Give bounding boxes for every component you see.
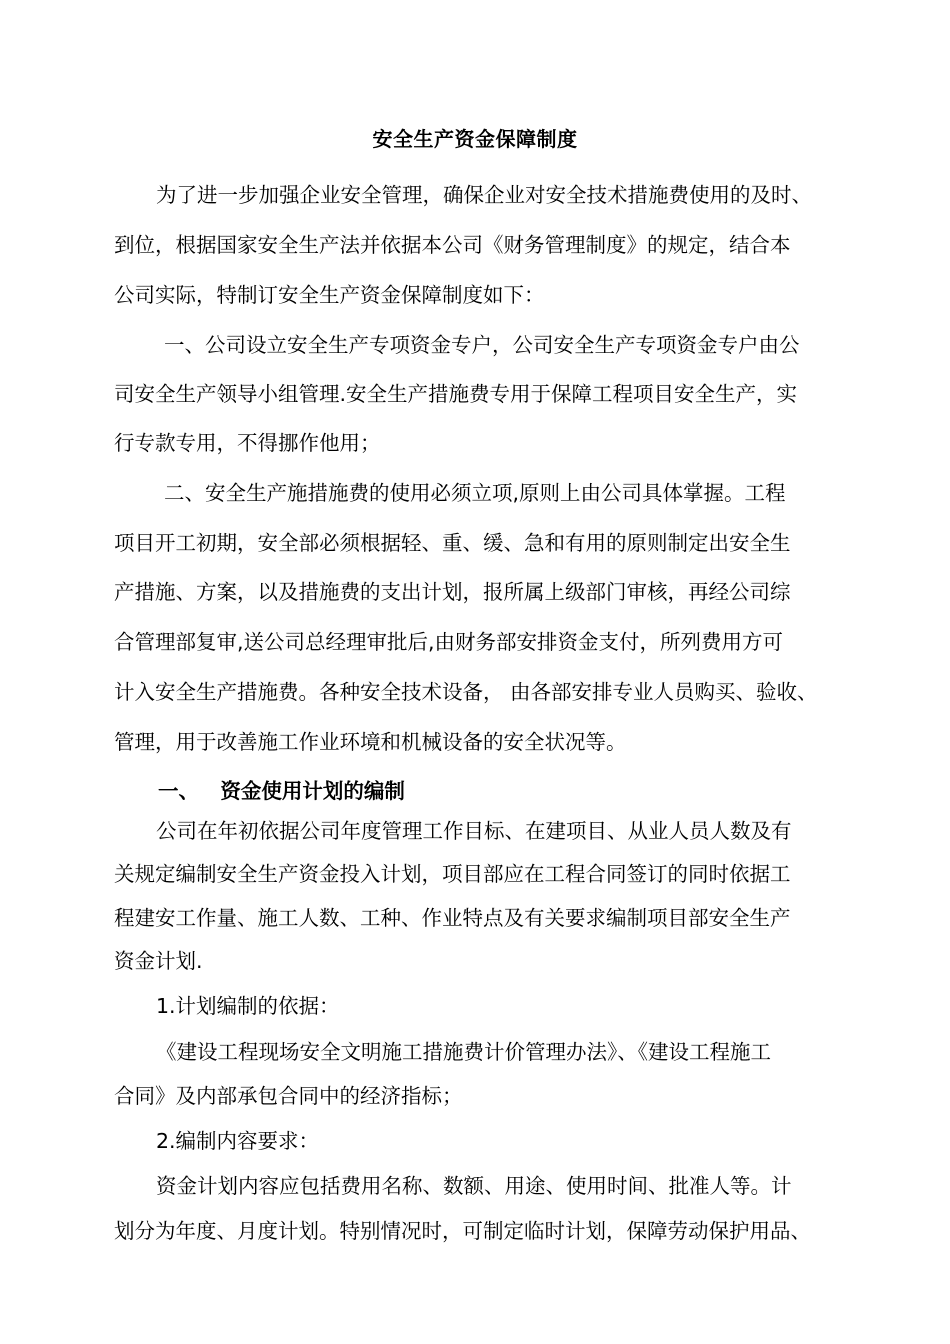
item-1-line: 《建设工程现场安全文明施工措施费计价管理办法》、《建设工程施工 — [156, 1040, 771, 1064]
item-2-line: 资金计划内容应包括费用名称、数额、用途、使用时间、批准人等。计 — [156, 1174, 792, 1198]
intro-line: 公司实际，特制订安全生产资金保障制度如下： — [114, 283, 545, 307]
section-heading: 一、 资金使用计划的编制 — [158, 779, 405, 803]
section-line: 公司在年初依据公司年度管理工作目标、在建项目、从业人员人数及有 — [156, 819, 792, 843]
clause-1-line: 行专款专用，不得挪作他用； — [114, 431, 381, 455]
section-line: 关规定编制安全生产资金投入计划，项目部应在工程合同签订的同时依据工 — [114, 862, 791, 886]
clause-2-line: 计入安全生产措施费。各种安全技术设备， 由各部安排专业人员购买、验收、 — [114, 680, 818, 704]
clause-1-line: 一、公司设立安全生产专项资金专户，公司安全生产专项资金专户由公 — [164, 333, 800, 357]
clause-2-line: 项目开工初期，安全部必须根据轻、重、缓、急和有用的原则制定出安全生 — [114, 531, 791, 555]
section-line: 程建安工作量、施工人数、工种、作业特点及有关要求编制项目部安全生产 — [114, 906, 791, 930]
clause-2-line: 产措施、方案，以及措施费的支出计划，报所属上级部门审核，再经公司综 — [114, 580, 791, 604]
item-1-label: 1.计划编制的依据： — [156, 994, 340, 1018]
clause-2-line: 管理，用于改善施工作业环境和机械设备的安全状况等。 — [114, 730, 627, 754]
item-2-line: 划分为年度、月度计划。特别情况时，可制定临时计划，保障劳动保护用品、 — [114, 1219, 811, 1243]
item-1-line: 合同》及内部承包合同中的经济指标； — [114, 1084, 463, 1108]
intro-line: 为了进一步加强企业安全管理，确保企业对安全技术措施费使用的及时、 — [156, 183, 812, 207]
item-2-label: 2.编制内容要求： — [156, 1129, 320, 1153]
intro-line: 到位，根据国家安全生产法并依据本公司《财务管理制度》的规定，结合本 — [114, 233, 791, 257]
document-title: 安全生产资金保障制度 — [372, 127, 578, 151]
section-line: 资金计划. — [114, 949, 203, 973]
clause-2-line: 二、安全生产施措施费的使用必须立项,原则上由公司具体掌握。工程 — [164, 481, 786, 505]
clause-1-line: 司安全生产领导小组管理.安全生产措施费专用于保障工程项目安全生产，实 — [114, 382, 798, 406]
clause-2-line: 合管理部复审,送公司总经理审批后,由财务部安排资金支付，所列费用方可 — [114, 630, 784, 654]
